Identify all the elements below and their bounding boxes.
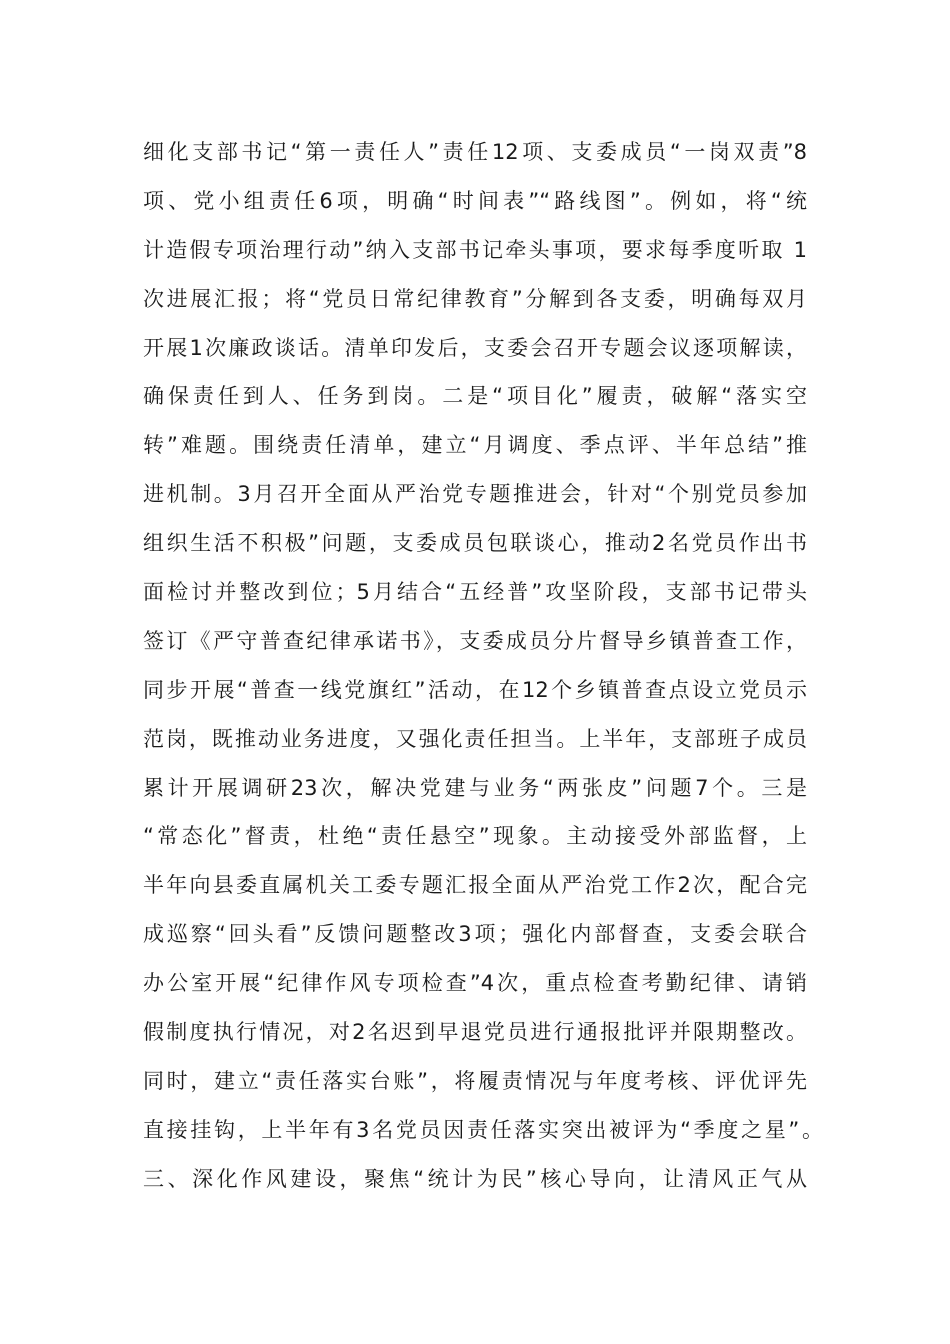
text-line: 三、深化作风建设，聚焦“统计为民”核心导向，让清风正气从 [143,1166,807,1191]
text-line: 同时，建立“责任落实台账”，将履责情况与年度考核、评优评先 [143,1068,807,1093]
text-line: 同步开展“普查一线党旗红”活动，在12个乡镇普查点设立党员示 [143,677,807,702]
text-line: 成巡察“回头看”反馈问题整改3项；强化内部督查，支委会联合 [143,922,807,947]
text-line: 确保责任到人、任务到岗。二是“项目化”履责，破解“落实空 [143,384,807,409]
text-line: 办公室开展“纪律作风专项检查”4次，重点检查考勤纪律、请销 [143,971,807,996]
text-line: 半年向县委直属机关工委专题汇报全面从严治党工作2次，配合完 [143,873,807,898]
text-line: 计造假专项治理行动”纳入支部书记牵头事项，要求每季度听取 1 [143,237,807,262]
text-line: 次进展汇报；将“党员日常纪律教育”分解到各支委，明确每双月 [143,286,807,311]
text-line: 开展1次廉政谈话。清单印发后，支委会召开专题会议逐项解读， [143,335,807,360]
text-line: “常态化”督责，杜绝“责任悬空”现象。主动接受外部监督，上 [143,824,807,849]
text-line: 组织生活不积极”问题，支委成员包联谈心，推动2名党员作出书 [143,531,807,556]
text-line: 直接挂钩，上半年有3名党员因责任落实突出被评为“季度之星”。 [143,1117,823,1142]
text-line: 项、党小组责任6项，明确“时间表”“路线图”。例如，将“统 [143,188,807,213]
text-line: 假制度执行情况，对2名迟到早退党员进行通报批评并限期整改。 [143,1020,807,1045]
text-line: 累计开展调研23次，解决党建与业务“两张皮”问题7个。三是 [143,775,807,800]
body-text [143,128,843,1204]
text-line: 范岗，既推动业务进度，又强化责任担当。上半年，支部班子成员 [143,726,807,751]
text-line: 签订《严守普查纪律承诺书》，支委成员分片督导乡镇普查工作， [143,628,807,653]
text-line: 转”难题。围绕责任清单，建立“月调度、季点评、半年总结”推 [143,433,807,458]
text-line: 进机制。3月召开全面从严治党专题推进会，针对“个别党员参加 [143,482,807,507]
text-line: 面检讨并整改到位；5月结合“五经普”攻坚阶段，支部书记带头 [143,580,807,605]
text-line: 细化支部书记“第一责任人”责任12项、支委成员“一岗双责”8 [143,140,807,164]
